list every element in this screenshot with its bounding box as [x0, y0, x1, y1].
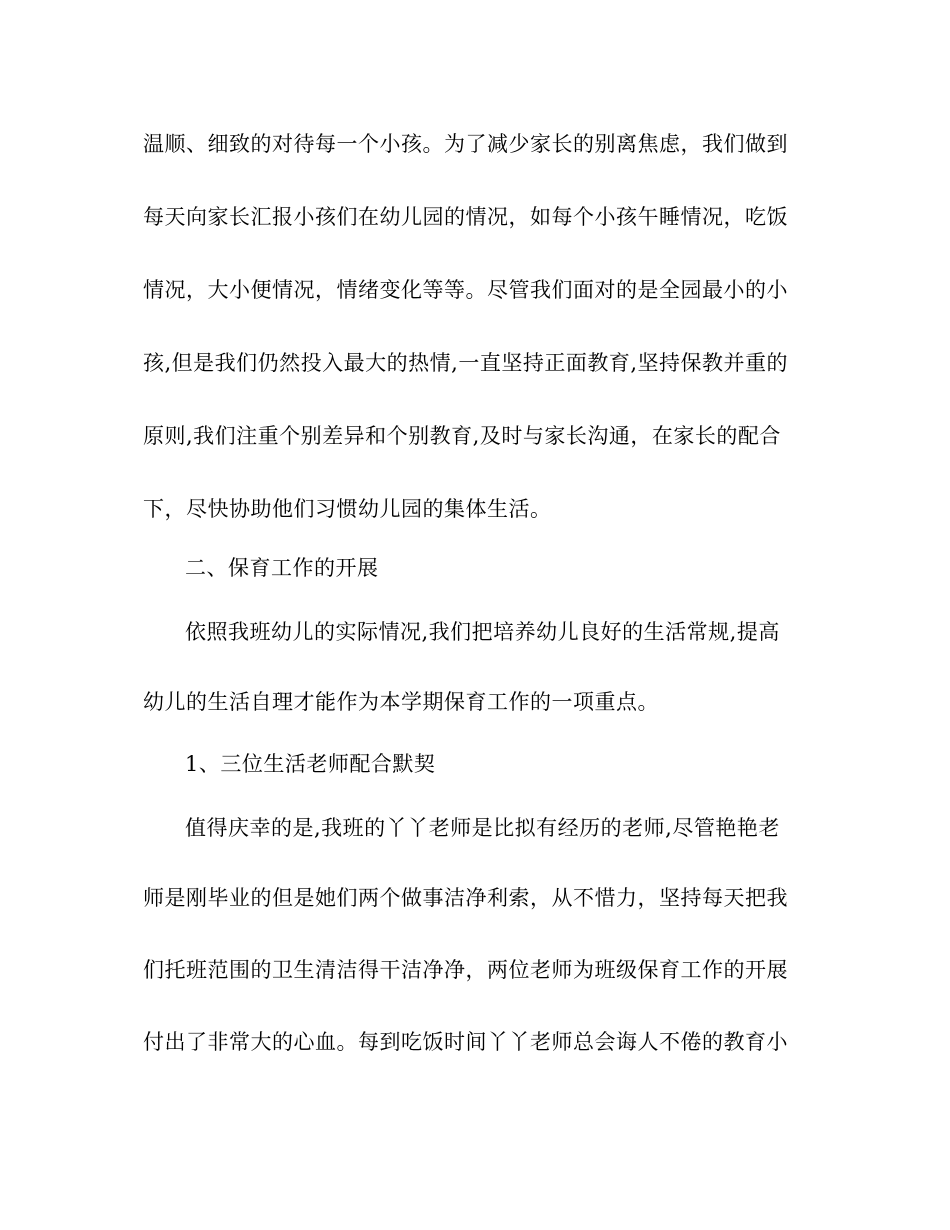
- paragraph-line: 温顺、细致的对待每一个小孩。为了减少家长的别离焦虑，我们做到: [143, 132, 788, 156]
- paragraph-line: 们托班范围的卫生清洁得干洁净净，两位老师为班级保育工作的开展: [143, 958, 788, 982]
- paragraph-line: 值得庆幸的是,我班的丫丫老师是比拟有经历的老师,尽管艳艳老: [185, 816, 780, 840]
- paragraph-line: 每天向家长汇报小孩们在幼儿园的情况，如每个小孩午睡情况，吃饭: [143, 205, 788, 229]
- paragraph-line: 依照我班幼儿的实际情况,我们把培养幼儿良好的生活常规,提高: [185, 620, 780, 644]
- paragraph-line: 师是刚毕业的但是她们两个做事洁净利索，从不惜力，坚持每天把我: [143, 886, 788, 910]
- paragraph-line: 孩,但是我们仍然投入最大的热情,一直坚持正面教育,坚持保教并重的: [143, 351, 789, 375]
- paragraph-line: 幼儿的生活自理才能作为本学期保育工作的一项重点。: [143, 690, 659, 714]
- paragraph-line: 原则,我们注重个别差异和个别教育,及时与家长沟通，在家长的配合: [143, 424, 781, 448]
- paragraph-line: 下，尽快协助他们习惯幼儿园的集体生活。: [143, 497, 552, 521]
- section-heading: 二、保育工作的开展: [185, 556, 379, 580]
- paragraph-line: 情况，大小便情况，情绪变化等等。尽管我们面对的是全园最小的小: [143, 278, 788, 302]
- paragraph-line: 付出了非常大的心血。每到吃饭时间丫丫老师总会诲人不倦的教育小: [143, 1030, 788, 1054]
- subsection-heading: 1、三位生活老师配合默契: [185, 752, 436, 776]
